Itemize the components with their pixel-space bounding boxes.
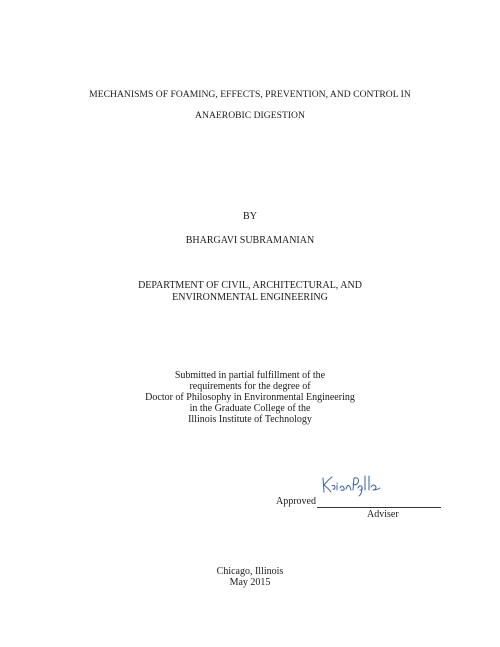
adviser-signature [320,472,382,498]
submission-line-1: Submitted in partial fulfillment of the [174,370,326,381]
by-label: BY [243,211,257,222]
author-name: BHARGAVI SUBRAMANIAN [185,235,315,246]
approved-label: Approved [276,496,316,507]
thesis-title-line-1: MECHANISMS OF FOAMING, EFFECTS, PREVENTION, AND CONTROL IN [89,89,411,100]
submission-line-3: Doctor of Philosophy in Environmental Engineering [145,392,355,403]
location: Chicago, Illinois [216,566,284,577]
submission-date: May 2015 [229,577,271,588]
submission-line-2: requirements for the degree of [189,381,311,392]
department-line-1: DEPARTMENT OF CIVIL, ARCHITECTURAL, AND [138,280,362,291]
submission-line-5: Illinois Institute of Technology [188,414,312,425]
submission-line-4: in the Graduate College of the [189,403,311,414]
department-line-2: ENVIRONMENTAL ENGINEERING [172,292,328,303]
adviser-label: Adviser [367,509,399,520]
thesis-title-line-2: ANAEROBIC DIGESTION [195,110,305,121]
signature-line [317,507,441,508]
